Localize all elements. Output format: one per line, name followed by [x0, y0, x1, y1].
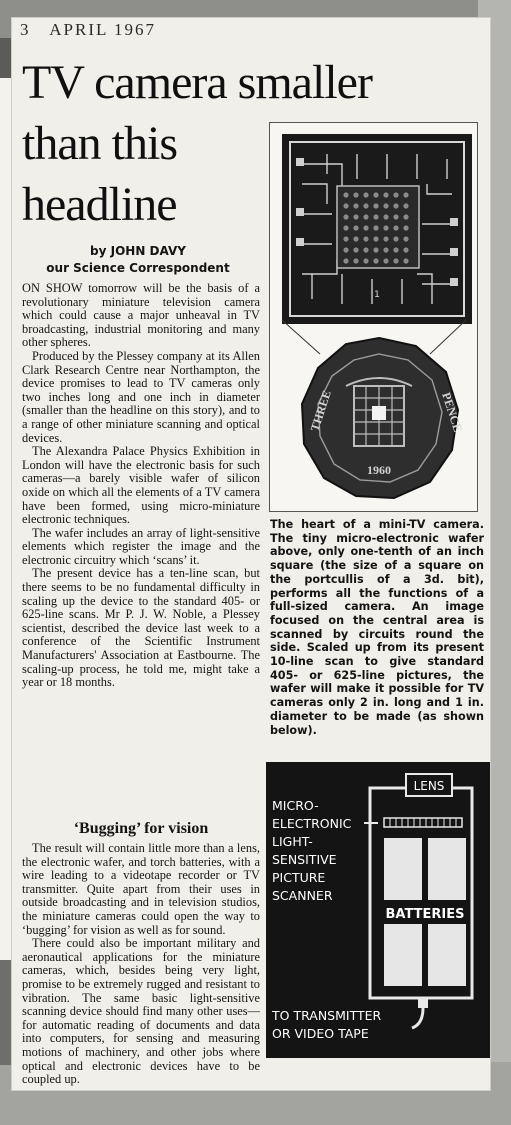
byline-author: by JOHN DAVY: [90, 244, 186, 258]
coin-legend-year: 1960: [367, 463, 391, 477]
threepence-coin-photo: [296, 334, 466, 502]
article-paragraph: The result will contain little more than a lens, the electronic wafer, and torch batteries, with a wire leading to a videotape recorder or TV transmitter. Quite apart from their uses in outside broadcasting and in television studios, the miniature cameras could open the way to ‘bugging’ for vision as well as for sound.: [22, 841, 260, 937]
coin-legend-left: THREE: [307, 388, 334, 433]
camera-diagram: [266, 762, 490, 1058]
coin-legend-right: PENCE: [439, 390, 466, 434]
issue-date: APRIL 1967: [49, 20, 156, 39]
scanner-label-line: SCANNER: [272, 888, 333, 903]
article-paragraph: The present device has a ten-line scan, but there seems to be no fundamental difficulty in scaling up the device to the standard 405- or 625-line scans. Mr P. J. W. Noble, a Plessey scientist, described the device last week to a conference of the Scientific Instrument Manufacturers' Association at Eastbourne. The scaling-up process, he told me, might take a year or 18 months.: [22, 566, 260, 690]
output-label-line: OR VIDEO TAPE: [272, 1026, 369, 1041]
headline-line-1: TV camera smaller: [22, 56, 372, 109]
article-subhead: ‘Bugging’ for vision: [73, 820, 209, 837]
article-paragraph: ON SHOW tomorrow will be the basis of a revolutionary miniature television camera which could cause a major unheaval in TV broadcasting, industrial monitoring and many other spheres.: [22, 281, 260, 350]
article-body: [22, 282, 260, 690]
byline-role: our Science Correspondent: [46, 261, 230, 275]
batteries-label: BATTERIES: [385, 907, 465, 922]
microchip-photo: [282, 134, 472, 324]
output-label-line: TO TRANSMITTER: [272, 1008, 382, 1023]
chip-marking: 1: [374, 290, 380, 300]
scanner-label-line: SENSITIVE: [272, 852, 337, 867]
byline: [22, 243, 254, 277]
masthead-date: [20, 20, 156, 42]
article-paragraph: The wafer includes an array of light-sensitive elements which register the image and the electronic circuitry which ‘scans’ it.: [22, 525, 260, 567]
scanner-label-line: MICRO-: [272, 798, 319, 813]
article-paragraph: There could also be important military and aeronautical applications for the miniature cameras, which, besides being very light, promise to be extremely rugged and resistant to vibration. The same basic light-sensitive scanning device should find many other uses—for automatic reading of documents and data into computers, for sensing and measuring motions of machinery, and other jobs where optical and electronic devices have to be coupled up.: [22, 936, 260, 1087]
scanner-label-line: LIGHT-: [272, 834, 313, 849]
headline-line-3: headline: [22, 178, 177, 231]
lens-label: LENS: [413, 779, 445, 793]
article-paragraph: Produced by the Plessey company at its Allen Clark Research Centre near Northampton, the device promises to lead to TV cameras only two inches long and one inch in diameter (smaller than the headline on this story), and to a range of other miniature scanning and optical devices.: [22, 348, 260, 445]
article-paragraph: The Alexandra Palace Physics Exhibition in London will have the electronic basis for such cameras—a barely visible wafer of silicon oxide on which all the elements of a TV camera have been formed, using micro-miniature electronic techniques.: [22, 444, 260, 527]
photo-caption: The heart of a mini-TV camera. The tiny micro-electronic wafer above, only one-tenth of an inch square (the size of a square on the portcullis of a 3d. bit), performs all the functions of a full-sized camera. An image focused on the central area is scanned by circuits round the side. Scaled up from its present 10-line scan to give standard 405- or 625-line pictures, the wafer will make it possible for TV cameras only 2 in. long and 1 in. diameter to be made (as shown below).: [270, 518, 484, 737]
output-connector-icon: [418, 998, 428, 1008]
article-body-continued: [22, 842, 260, 1087]
headline-line-2: than this: [22, 117, 177, 170]
scanner-label-line: ELECTRONIC: [272, 816, 352, 831]
scanner-label-line: PICTURE: [272, 870, 326, 885]
page-number: 3: [20, 20, 31, 39]
